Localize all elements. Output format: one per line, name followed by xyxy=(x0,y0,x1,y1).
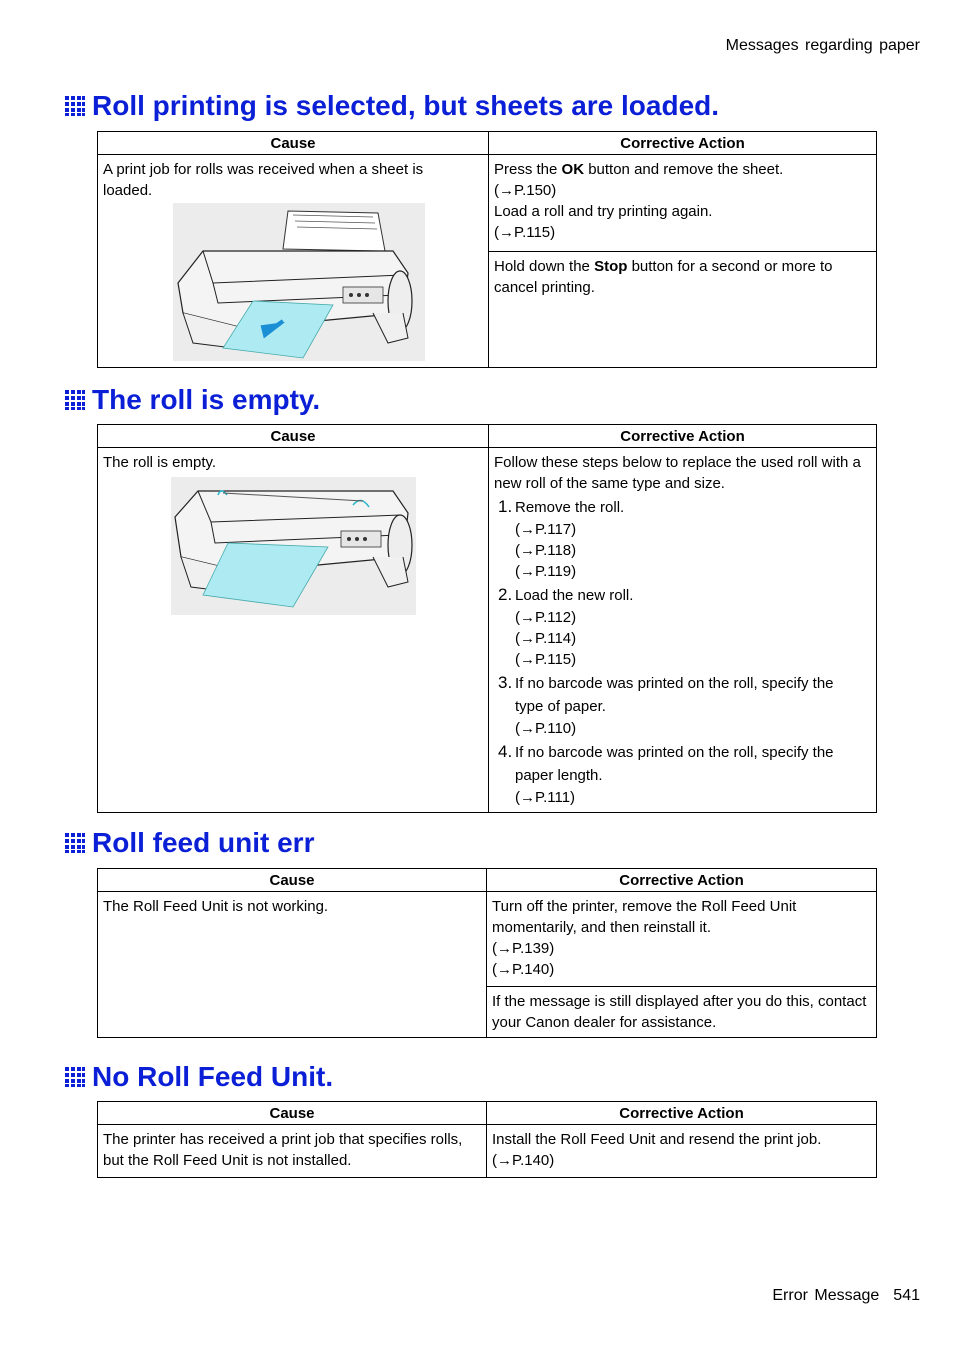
action-cell xyxy=(489,252,877,368)
action-text xyxy=(494,161,783,178)
action-cell xyxy=(489,448,877,813)
action-text-line: Load a roll and try printing again. xyxy=(494,203,713,220)
section-title-roll-feed-err xyxy=(64,827,314,859)
column-header-cause: Cause xyxy=(98,869,487,892)
column-header-action: Corrective Action xyxy=(487,869,877,892)
table-header-row xyxy=(98,869,877,892)
step-number: 2. xyxy=(498,585,513,604)
section-title-roll-empty xyxy=(64,384,320,416)
action-cell xyxy=(489,155,877,252)
page-reference-link[interactable]: (→P.112) xyxy=(515,609,577,626)
page-reference-link[interactable]: (→P.139) xyxy=(492,940,555,957)
step-number: 3. xyxy=(498,673,513,692)
grid-icon xyxy=(64,1066,86,1088)
column-header-cause: Cause xyxy=(98,132,489,155)
error-table-roll-feed-err xyxy=(97,868,877,1038)
list-item xyxy=(494,741,871,808)
action-text-part: button and remove the sheet. xyxy=(584,161,784,178)
cause-cell xyxy=(98,892,487,1038)
section-title-text: The roll is empty. xyxy=(92,384,321,415)
page-number: 541 xyxy=(893,1287,920,1304)
section-title-sheets-loaded xyxy=(64,90,719,122)
page-reference-link[interactable]: (→P.150) xyxy=(494,182,557,199)
action-text xyxy=(494,258,833,296)
section-title-text: Roll printing is selected, but sheets are loaded. xyxy=(92,90,720,121)
action-text-part: Press the xyxy=(494,161,562,178)
page-reference-link[interactable]: (→P.110) xyxy=(515,720,577,737)
ok-button-label: OK xyxy=(561,161,585,178)
cause-text: The Roll Feed Unit is not working. xyxy=(103,898,329,915)
footer-section-name: Error Message xyxy=(772,1287,880,1304)
error-table-sheets-loaded xyxy=(97,131,877,368)
error-table-roll-empty xyxy=(97,424,877,813)
table-header-row xyxy=(98,425,877,448)
table-row xyxy=(98,1125,877,1178)
grid-icon xyxy=(64,832,86,854)
step-text: type of paper. xyxy=(515,698,606,715)
cause-cell xyxy=(98,155,489,368)
list-item xyxy=(494,672,871,739)
column-header-action: Corrective Action xyxy=(489,425,877,448)
column-header-action: Corrective Action xyxy=(487,1102,877,1125)
error-table-no-roll-feed xyxy=(97,1101,877,1178)
page-reference-link[interactable]: (→P.119) xyxy=(515,563,577,580)
running-header: Messages regarding paper xyxy=(725,37,920,54)
action-cell xyxy=(487,892,877,987)
action-text: If the message is still displayed after you do this, contact your Canon dealer for assistance. xyxy=(492,993,867,1031)
step-number: 4. xyxy=(498,742,513,761)
printer-illustration xyxy=(103,477,483,617)
action-cell xyxy=(487,1125,877,1178)
page-reference-link[interactable]: (→P.117) xyxy=(515,521,577,538)
stop-button-label: Stop xyxy=(594,258,628,276)
step-text: Remove the roll. xyxy=(515,499,625,516)
section-title-text: Roll feed unit err xyxy=(92,827,315,858)
table-row xyxy=(98,155,877,252)
page-reference-link[interactable]: (→P.115) xyxy=(515,651,577,668)
action-cell xyxy=(487,987,877,1038)
list-item xyxy=(494,584,871,670)
printer-illustration xyxy=(103,203,483,363)
cause-text: The roll is empty. xyxy=(103,454,217,471)
section-title-no-roll-feed xyxy=(64,1061,333,1093)
step-text: If no barcode was printed on the roll, specify the xyxy=(515,675,834,692)
page-reference-link[interactable]: (→P.118) xyxy=(515,542,577,559)
column-header-cause: Cause xyxy=(98,1102,487,1125)
list-item xyxy=(494,496,871,582)
step-text: If no barcode was printed on the roll, specify the xyxy=(515,744,834,761)
table-header-row xyxy=(98,132,877,155)
grid-icon xyxy=(64,389,86,411)
step-text: Load the new roll. xyxy=(515,587,634,604)
column-header-cause: Cause xyxy=(98,425,489,448)
column-header-action: Corrective Action xyxy=(489,132,877,155)
action-text-part: button for a second or more to cancel printing. xyxy=(494,258,833,297)
steps-list xyxy=(494,496,871,808)
page-reference-link[interactable]: (→P.140) xyxy=(492,1152,555,1169)
page-footer xyxy=(772,1287,920,1305)
page-reference-link[interactable]: (→P.115) xyxy=(494,224,556,241)
action-text: Install the Roll Feed Unit and resend the print job. xyxy=(492,1131,822,1148)
table-row xyxy=(98,448,877,813)
table-header-row xyxy=(98,1102,877,1125)
cause-cell xyxy=(98,1125,487,1178)
table-row xyxy=(98,892,877,987)
action-intro-text: Follow these steps below to replace the used roll with a new roll of the same type and size. xyxy=(494,454,861,492)
step-number: 1. xyxy=(498,497,513,516)
page-reference-link[interactable]: (→P.114) xyxy=(515,630,577,647)
cause-text: A print job for rolls was received when a sheet is loaded. xyxy=(103,161,424,199)
grid-icon xyxy=(64,95,86,117)
action-text: Turn off the printer, remove the Roll Feed Unit momentarily, and then reinstall it. xyxy=(492,898,797,936)
page-reference-link[interactable]: (→P.140) xyxy=(492,961,555,978)
cause-text: The printer has received a print job that specifies rolls, but the Roll Feed Unit is not installed. xyxy=(103,1131,463,1169)
section-title-text: No Roll Feed Unit. xyxy=(92,1061,334,1092)
action-text-part: Hold down the xyxy=(494,258,595,276)
cause-cell xyxy=(98,448,489,813)
page-reference-link[interactable]: (→P.111) xyxy=(515,789,576,806)
step-text: paper length. xyxy=(515,767,603,784)
